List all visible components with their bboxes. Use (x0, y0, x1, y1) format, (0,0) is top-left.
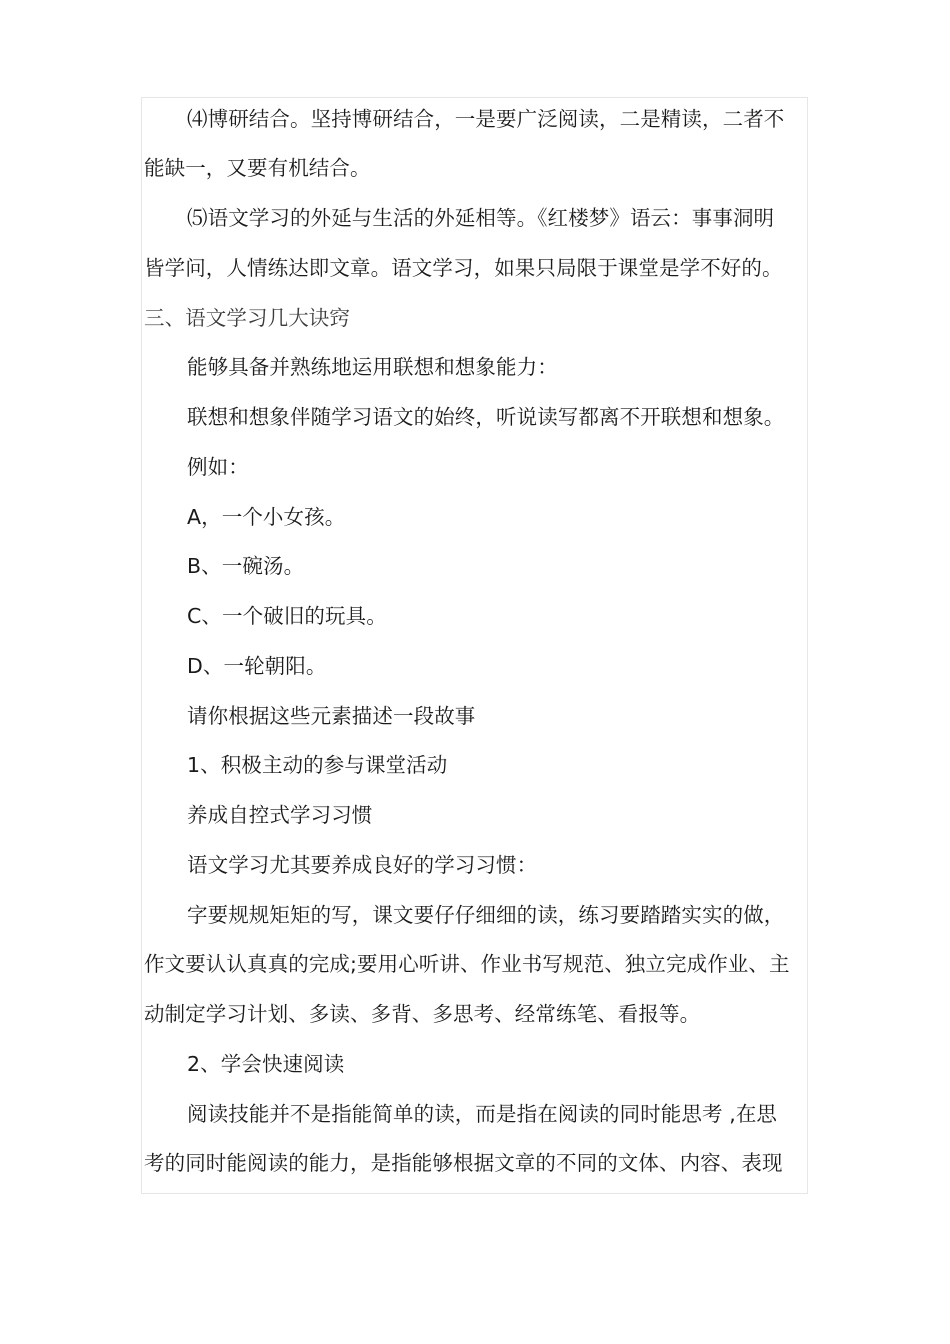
paragraph-line: ⑷博研结合。坚持博研结合，一是要广泛阅读，二是精读，二者不 (187, 107, 785, 131)
paragraph-line: 皆学问，人情练达即文章。语文学习，如果只局限于课堂是学不好的。 (144, 256, 783, 280)
list-item: C、一个破旧的玩具。 (187, 604, 387, 628)
section-heading: 三、语文学习几大诀窍 (144, 306, 350, 330)
paragraph-line: 养成自控式学习习惯 (187, 803, 373, 827)
paragraph-line: 能够具备并熟练地运用联想和想象能力： (187, 355, 558, 379)
paragraph-line: ⑸语文学习的外延与生活的外延相等。《红楼梦》语云：事事洞明 (187, 206, 775, 230)
paragraph-line: 动制定学习计划、多读、多背、多思考、经常练笔、看报等。 (144, 1002, 701, 1026)
list-item: A，一个小女孩。 (187, 505, 346, 529)
paragraph-line: 作文要认认真真的完成;要用心听讲、作业书写规范、独立完成作业、主 (144, 952, 790, 976)
subheading: 2、学会快速阅读 (187, 1052, 345, 1076)
paragraph-line: 能缺一，又要有机结合。 (144, 156, 371, 180)
paragraph-line: 请你根据这些元素描述一段故事 (187, 704, 476, 728)
paragraph-line: 例如： (187, 455, 249, 479)
subheading: 1、积极主动的参与课堂活动 (187, 753, 448, 777)
paragraph-line: 字要规规矩矩的写，课文要仔仔细细的读，练习要踏踏实实的做， (187, 903, 785, 927)
paragraph-line: 语文学习尤其要养成良好的学习习惯： (187, 853, 538, 877)
list-item: B、一碗汤。 (187, 554, 305, 578)
paragraph-line: 阅读技能并不是指能简单的读，而是指在阅读的同时能思考 ,在思 (187, 1102, 778, 1126)
paragraph-line: 联想和想象伴随学习语文的始终，听说读写都离不开联想和想象。 (187, 405, 785, 429)
paragraph-line: 考的同时能阅读的能力，是指能够根据文章的不同的文体、内容、表现 (144, 1151, 783, 1175)
list-item: D、一轮朝阳。 (187, 654, 327, 678)
